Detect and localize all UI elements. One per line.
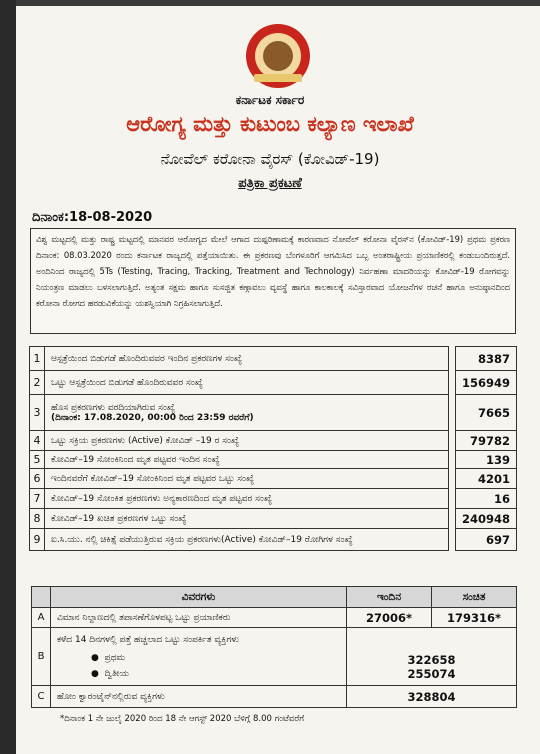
footnote: *ದಿನಾಂಕ 1 ನೇ ಜುಲೈ 2020 ರಿಂದ 18 ನೇ ಆಗಸ್ಟ್ 2020 ಬೆಳಿಗ್ಗೆ 8.00 ಗಂಟೆವರೆಗೆ	[60, 714, 305, 724]
stats-row-label-cell	[45, 451, 449, 469]
stats-row-label-cell	[45, 509, 449, 529]
stats-row-gap	[448, 395, 455, 431]
subject-title: ನೋವೆಲ್ ಕರೋನಾ ವೈರಸ್ (ಕೋವಿಡ್-19)	[160, 150, 380, 168]
stats-row-sub: (ದಿನಾಂಕ: 17.08.2020, 00:00 ರಿಂದ 23:59 ರವರೆಗೆ)	[51, 412, 254, 423]
stats-row-label-cell	[45, 395, 449, 431]
department-title: ಆರೋಗ್ಯ ಮತ್ತು ಕುಟುಂಬ ಕಲ್ಯಾಣ ಇಲಾಖೆ	[126, 112, 414, 136]
stats-row-number: 9	[30, 529, 45, 551]
stats-row-value: 697	[455, 529, 516, 551]
stats-row-value: 79782	[455, 431, 516, 451]
row-b-primary-value: 322658	[407, 653, 456, 667]
stats-row-number: 4	[30, 431, 45, 451]
stats-row-gap	[448, 347, 455, 371]
details-header-today: ಇಂದಿನ	[347, 587, 432, 608]
stats-row-number: 2	[30, 371, 45, 395]
release-date: ದಿನಾಂಕ:18-08-2020	[32, 210, 153, 225]
stats-row	[30, 469, 517, 489]
stats-row-label-cell	[45, 529, 449, 551]
stats-row	[30, 509, 517, 529]
stats-row-label-cell	[45, 489, 449, 509]
row-b-primary-label: ಪ್ರಥಮ	[104, 652, 126, 663]
stats-row-label-cell	[45, 347, 449, 371]
stats-row-label: ಇಂದಿನವರೆಗೆ ಕೋವಿಡ್–19 ಸೋಂಕಿನಿಂದ ಮೃತ ಪಟ್ಟವರ ಒಟ್ಟು ಸಂಖ್ಯೆ	[51, 473, 255, 484]
stats-row-label: ಕೋವಿಡ್–19 ಖಚಿತ ಪ್ರಕರಣಗಳ ಒಟ್ಟು ಸಂಖ್ಯೆ	[51, 513, 187, 524]
stats-row-value: 16	[455, 489, 516, 509]
stats-row-label: ಹೊಸ ಪ್ರಕರಣಗಳು ವರದಿಯಾಗಿರುವ ಸಂಖ್ಯೆ	[51, 402, 176, 413]
govt-name: ಕರ್ನಾಟಕ ಸರ್ಕಾರ	[235, 93, 305, 107]
stats-row	[30, 529, 517, 551]
row-b-secondary-label: ದ್ವಿತೀಯ	[104, 668, 130, 679]
stats-row-label: ಒಟ್ಟು ಸಕ್ರಿಯ ಪ್ರಕರಣಗಳು (Active) ಕೋವಿಡ್ –19 ರ ಸಂಖ್ಯೆ	[51, 435, 240, 446]
intro-paragraph: ವಿಶ್ವ ಮಟ್ಟದಲ್ಲಿ ಮತ್ತು ರಾಷ್ಟ್ರ ಮಟ್ಟದಲ್ಲಿ ಮಾನವರ ಆರೋಗ್ಯದ ಮೇಲೆ ಆಗಾದ ದುಷ್ಪರಿಣಾಮಕ್ಕೆ ಕಾರಣವಾದ ನೋವೆಲ್ ಕರೋನಾ ವೈರಸ್‌ನ (ಕೋವಿಡ್-19) ಪ್ರಥಮ ಪ್ರಕರಣ ದಿನಾಂಕ: 08.03.2020 ರಂದು ಕರ್ನಾಟಕ ರಾಜ್ಯದಲ್ಲಿ ಪತ್ತೆಯಾಯಿತು. ಈ ಪ್ರಕರಣವು ಬೆಂಗಳೂರಿಗೆ ಆಗಮಿಸಿದ ಒಬ್ಬ ಅಂತರಾಷ್ಟ್ರೀಯ ಪ್ರಯಾಣಿಕರಲ್ಲಿ ಕಂಡುಬಂದಿರುತ್ತದೆ. ಅಂದಿನಿಂದ ರಾಜ್ಯದಲ್ಲಿ 5Ts (Testing, Tracing, Tracking, Treatment and Technology) ನಿರ್ವಹಣಾ ಮಾದರಿಯನ್ನು ಕೋವಿಡ್-19 ರೋಗವನ್ನು ನಿಯಂತ್ರಣ ಮಾಡಲು ಬಳಸಲಾಗುತ್ತಿದೆ. ಅತ್ಯಂತ ಸಕ್ಷಮ ಹಾಗೂ ಸುಸಜ್ಜಿತ ಕಣ್ಗಾವಲು ವ್ಯವಸ್ಥೆ ಹಾಗೂ ಕಾಲಕಾಲಕ್ಕೆ ಸವಿಸ್ತಾರವಾದ ಯೋಜನೆಗಳ ರಚನೆ ಹಾಗೂ ಅನುಷ್ಠಾನದಿಂದ ಕರೋನಾ ರೋಗದ ಹರಡುವಿಕೆಯನ್ನು ಯಶಸ್ವಿಯಾಗಿ ನಿಗ್ರಹಿಸಲಾಗುತ್ತಿದೆ.	[30, 228, 516, 334]
stats-row-number: 7	[30, 489, 45, 509]
row-a-cumulative: 179316*	[432, 608, 517, 628]
row-c-value: 328804	[347, 686, 517, 708]
stats-row-value: 4201	[455, 469, 516, 489]
row-b-values	[347, 628, 517, 686]
row-b-heading: ಕಳೆದ 14 ದಿನಗಳಲ್ಲಿ ಪತ್ತೆ ಹಚ್ಚಲಾದ ಒಟ್ಟು ಸಂಪರ್ಕಿತ ವ್ಯಕ್ತಿಗಳು	[57, 634, 239, 645]
stats-row	[30, 395, 517, 431]
stats-row-value: 240948	[455, 509, 516, 529]
details-header-description: ವಿವರಗಳು	[51, 587, 347, 608]
row-b-label: B	[32, 628, 51, 686]
stats-row-gap	[448, 431, 455, 451]
stats-row-label-cell	[45, 431, 449, 451]
stats-row-gap	[448, 371, 455, 395]
stats-row-number: 5	[30, 451, 45, 469]
stats-row-label: ಐ.ಸಿ.ಯು. ನಲ್ಲಿ ಚಿಕಿತ್ಸೆ ಪಡೆಯುತ್ತಿರುವ ಸಕ್ರಿಯ ಪ್ರಕರಣಗಳು(Active) ಕೋವಿಡ್–19 ರೋಗಿಗಳ ಸಂಖ್ಯೆ	[51, 534, 353, 545]
details-table	[31, 586, 517, 708]
scan-edge-top	[0, 0, 540, 6]
row-a-text: ವಿಮಾನ ನಿಲ್ದಾಣದಲ್ಲಿ ತಪಾಸಣೆಗೊಳಪಟ್ಟ ಒಟ್ಟು ಪ್ರಯಾಣಿಕರು	[51, 608, 347, 628]
row-c-label: C	[32, 686, 51, 708]
row-a-label: A	[32, 608, 51, 628]
stats-row-label: ಒಟ್ಟು ಆಸ್ಪತ್ರೆಯಿಂದ ಬಿಡುಗಡೆ ಹೊಂದಿರುವವರ ಸಂಖ್ಯೆ	[51, 377, 203, 388]
stats-row	[30, 489, 517, 509]
stats-row	[30, 451, 517, 469]
details-header-blank	[32, 587, 51, 608]
stats-row	[30, 347, 517, 371]
stats-row-gap	[448, 489, 455, 509]
stats-row-value: 7665	[455, 395, 516, 431]
stats-row-label: ಆಸ್ಪತ್ರೆಯಿಂದ ಬಿಡುಗಡೆ ಹೊಂದಿರುವವರ ಇಂದಿನ ಪ್ರಕರಣಗಳ ಸಂಖ್ಯೆ	[51, 353, 243, 364]
row-a-today: 27006*	[347, 608, 432, 628]
stats-row-label: ಕೋವಿಡ್–19 ಸೋಂಕಿತ ಪ್ರಕರಣಗಳು ಅನ್ಯಕಾರಣದಿಂದ ಮೃತ ಪಟ್ಟವರ ಸಂಖ್ಯೆ	[51, 493, 273, 504]
stats-row-gap	[448, 469, 455, 489]
stats-row-label-cell	[45, 371, 449, 395]
row-b-text	[51, 628, 347, 686]
stats-row-label: ಕೋವಿಡ್–19 ಸೋಂಕಿನಿಂದ ಮೃತ ಪಟ್ಟವರ ಇಂದಿನ ಸಂಖ್ಯೆ	[51, 454, 220, 465]
stats-row	[30, 371, 517, 395]
stats-row-number: 1	[30, 347, 45, 371]
details-header-cumulative: ಸಂಚಿತ	[432, 587, 517, 608]
row-b-primary: ● ಪ್ರಥಮ	[91, 652, 126, 663]
stats-row-value: 8387	[455, 347, 516, 371]
stats-row-gap	[448, 509, 455, 529]
stats-row-value: 139	[455, 451, 516, 469]
stats-row-label-cell	[45, 469, 449, 489]
stats-row-value: 156949	[455, 371, 516, 395]
row-c-text: ಹೋಂ ಕ್ವಾರಂಟೈನ್‌ನಲ್ಲಿರುವ ವ್ಯಕ್ತಿಗಳು	[51, 686, 347, 708]
row-b-secondary-value: 255074	[407, 667, 456, 681]
doc-type-title: ಪತ್ರಿಕಾ ಪ್ರಕಟಣೆ	[238, 176, 302, 191]
stats-table	[29, 346, 517, 551]
stats-row-gap	[448, 529, 455, 551]
stats-row-number: 3	[30, 395, 45, 431]
karnataka-emblem-icon	[246, 24, 310, 88]
stats-row-gap	[448, 451, 455, 469]
row-b-secondary: ● ದ್ವಿತೀಯ	[91, 668, 130, 679]
stats-row-number: 8	[30, 509, 45, 529]
stats-row	[30, 431, 517, 451]
stats-row-number: 6	[30, 469, 45, 489]
